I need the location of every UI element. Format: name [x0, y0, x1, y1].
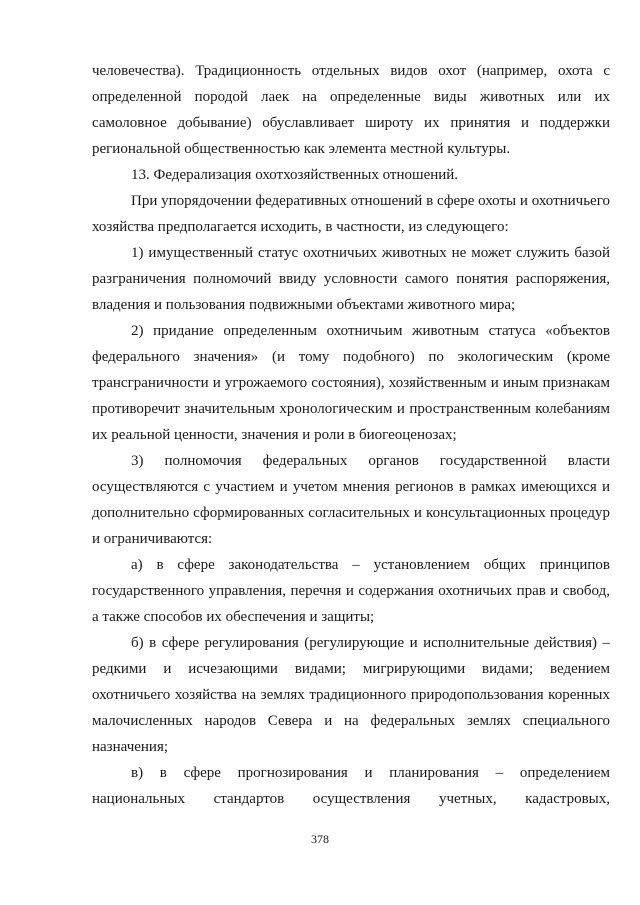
list-item: 2) придание определенным охотничьим животным статуса «объектов федерального значения» (и тому подобного) по экологическим (кроме трансграничности и угрожаемого состояния), хозяйственным и иным признакам противоречит значительным хронологическим и пространственным колебаниям их реальной ценности, значения и роли в биогеоценозах; — [92, 323, 610, 443]
list-item: 3) полномочия федеральных органов государственной власти осуществляются с участием и учетом мнения регионов в рамках имеющихся и дополнительно сформированных согласительных и консультационных процедур и ограничиваются: — [92, 453, 610, 547]
section-heading: 13. Федерализация охотхозяйственных отношений. — [131, 167, 459, 183]
body-text — [92, 58, 610, 812]
sub-list-item: б) в сфере регулирования (регулирующие и исполнительные действия) – редкими и исчезающими видами; мигрирующими видами; ведением охотничьего хозяйства на землях традиционного природопользования коренных малочисленных народов Севера и на федеральных землях специального назначения; — [92, 635, 610, 755]
sub-list-item: в) в сфере прогнозирования и планирования – определением национальных стандартов осуществления учетных, кадастровых, — [92, 765, 610, 807]
paragraph: При упорядочении федеративных отношений в сфере охоты и охотничьего хозяйства предполагается исходить, в частности, из следующего: — [92, 193, 610, 235]
sub-list-item: а) в сфере законодательства – установлением общих принципов государственного управления, перечня и содержания охотничьих прав и свобод, а также способов их обеспечения и защиты; — [92, 557, 610, 625]
page-number: 378 — [311, 832, 329, 846]
list-item: 1) имущественный статус охотничьих животных не может служить базой разграничения полномочий ввиду условности самого понятия распоряжения, владения и пользования подвижными объектами животного мира; — [92, 245, 610, 313]
paragraph-continuation: человечества). Традиционность отдельных видов охот (например, охота с определенной породой лаек на определенные виды животных или их самоловное добывание) обуславливает широту их принятия и поддержки региональной общественностью как элемента местной культуры. — [92, 63, 610, 157]
